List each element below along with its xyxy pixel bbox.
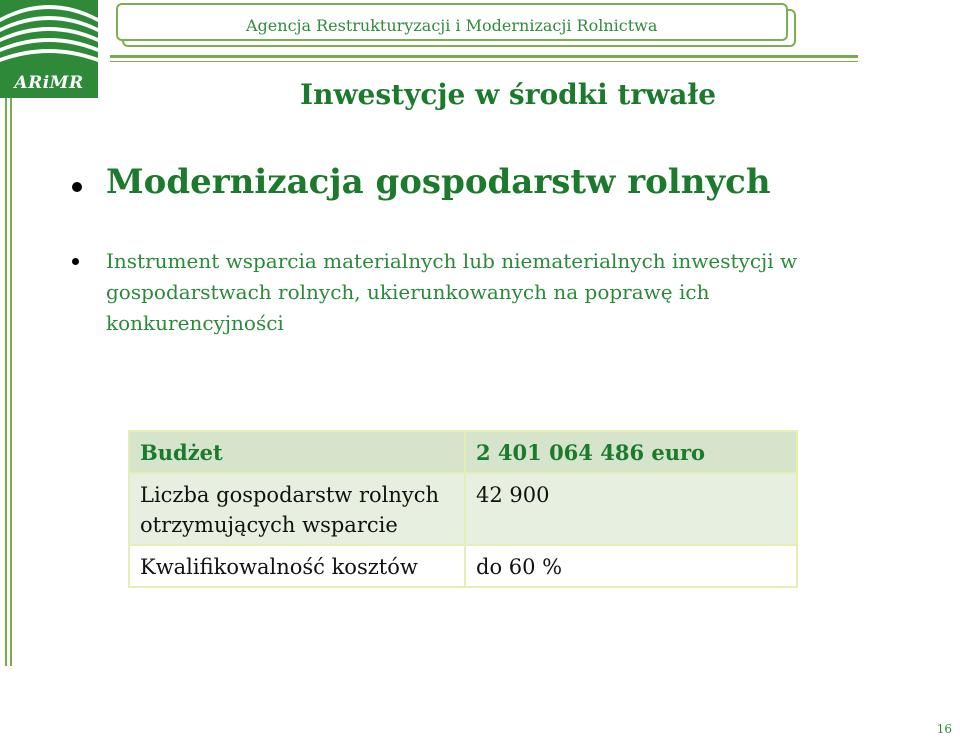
budget-value: 2 401 064 486 euro <box>465 431 797 473</box>
bullet-icon <box>72 182 82 192</box>
description-text: Instrument wsparcia materialnych lub niematerialnych inwestycji w gospodarstwach rolnych, ukierunkowanych na poprawę ich konkurencyjności <box>106 249 798 335</box>
table-row <box>129 545 797 587</box>
logo-text: ARiMR <box>14 73 84 93</box>
summary-table <box>128 430 798 588</box>
section-title: Modernizacja gospodarstw rolnych <box>106 162 771 202</box>
header-divider-thin <box>110 61 858 62</box>
bullet-icon <box>72 258 79 265</box>
agency-name: Agencja Restrukturyzacji i Modernizacji Rolnictwa <box>246 16 658 35</box>
slide-title: Inwestycje w środki trwałe <box>300 78 717 111</box>
arimr-logo <box>0 0 98 98</box>
eligibility-value: do 60 % <box>465 545 797 587</box>
left-border <box>5 98 7 666</box>
table-row <box>129 473 797 545</box>
farms-count-value: 42 900 <box>465 473 797 545</box>
header-divider <box>110 55 858 58</box>
table-row <box>129 431 797 473</box>
page-number: 16 <box>936 722 952 736</box>
budget-label: Budżet <box>129 431 465 473</box>
eligibility-label: Kwalifikowalność kosztów <box>129 545 465 587</box>
left-border-thin <box>10 98 12 666</box>
farms-count-label: Liczba gospodarstw rolnych otrzymujących wsparcie <box>129 473 465 545</box>
